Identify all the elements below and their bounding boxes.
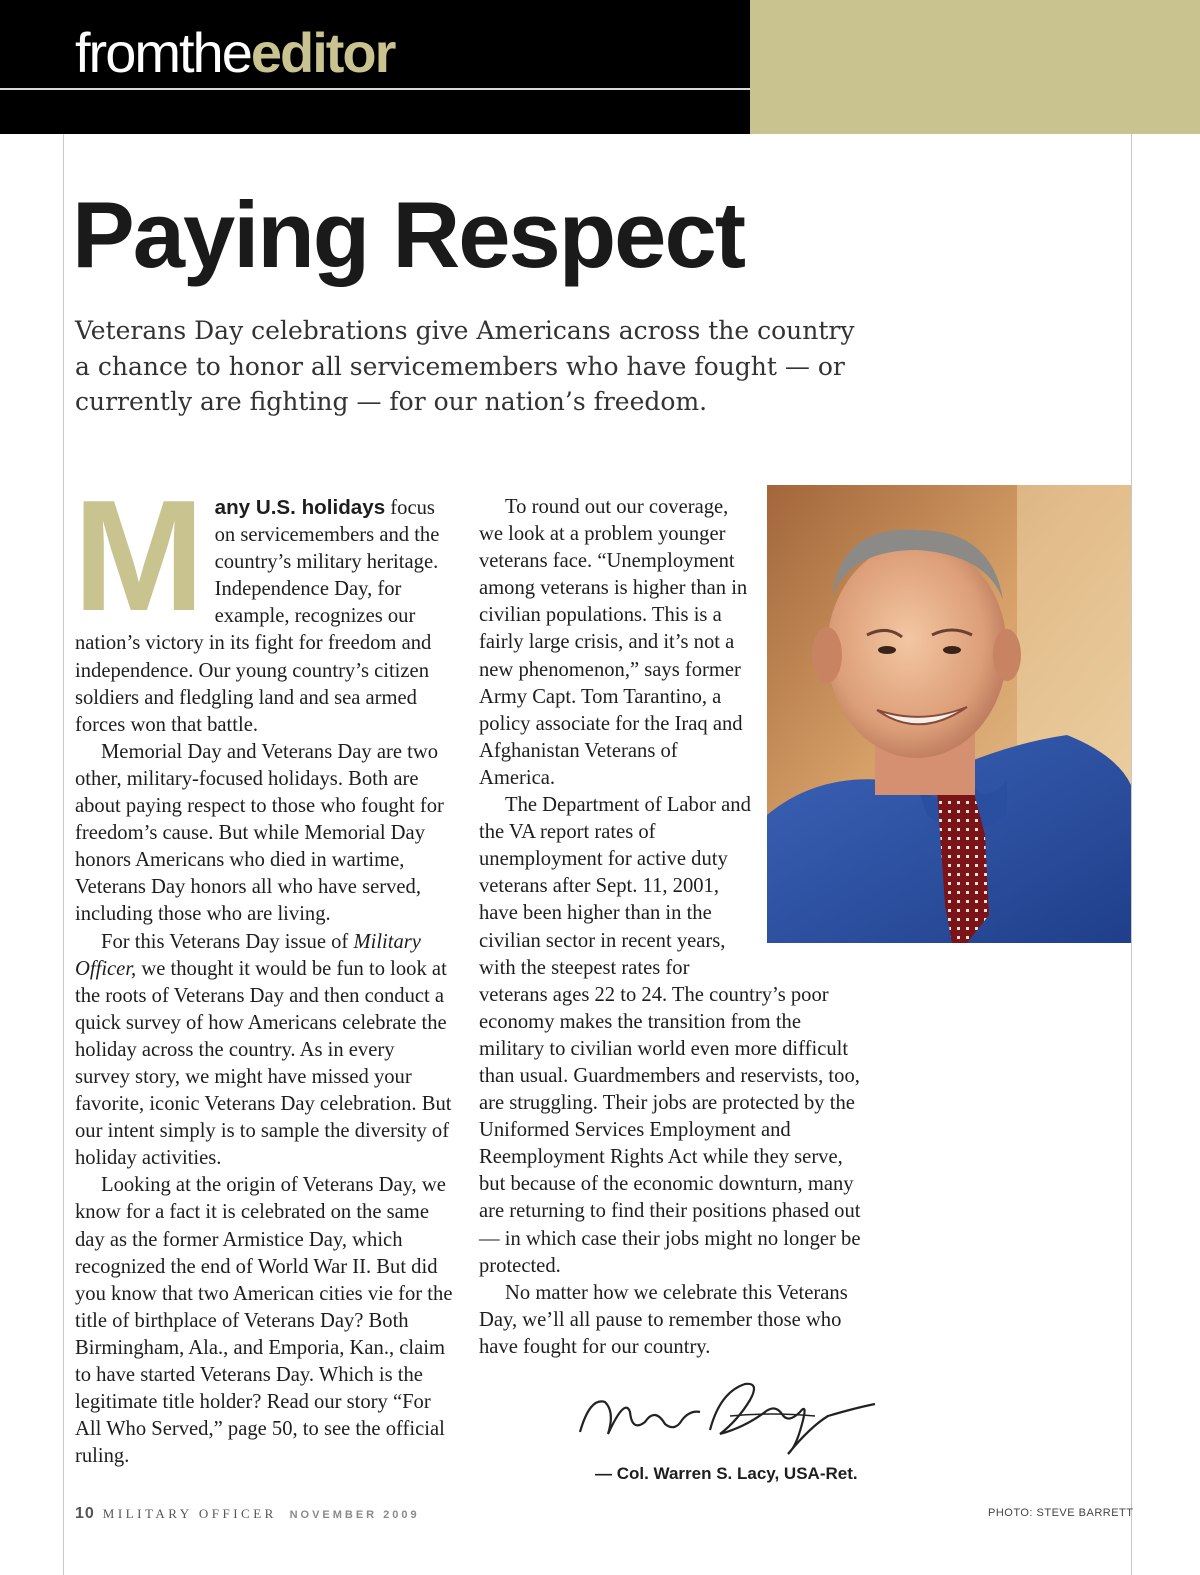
magazine-title-italic: Military Officer, [75, 930, 421, 980]
paragraph-3-text-b: we thought it would be fun to look at the roots of Veterans Day and then conduct a quick survey of how Americans celebrate the holiday across the country. As in every survey story, we might have missed your favorite, iconic Veterans Day celebration. But our intent simply is to sample the diversity of holiday activities. [75, 957, 452, 1170]
issue-date: NOVEMBER 2009 [289, 1509, 420, 1521]
frame-rule-right [1131, 134, 1132, 1575]
section-label-bold: editor [250, 21, 395, 84]
photo-credit: PHOTO: STEVE BARRETT [988, 1507, 1134, 1519]
frame-rule-left [63, 134, 64, 1575]
page-number: 10 [75, 1505, 95, 1522]
article-column-1 [73, 468, 453, 1470]
editor-portrait-image [767, 485, 1131, 943]
magazine-name: MILITARY OFFICER [102, 1506, 277, 1521]
header-accent-block [750, 0, 1200, 134]
article-paragraph-1 [73, 468, 453, 739]
paragraph-3-text-a: For this Veterans Day issue of [101, 930, 354, 953]
deck: Veterans Day celebrations give Americans across the country a chance to honor all servicemembers who have fought — or currently are fighting — for our nation’s freedom. [75, 316, 855, 416]
page-footer [75, 1505, 420, 1523]
drop-cap: M [73, 468, 205, 644]
article-paragraph-3 [75, 929, 453, 1173]
article-paragraph-7: No matter how we celebrate this Veterans Day, we’ll all pause to remember those who have fought for our country. [479, 1281, 848, 1358]
signature [570, 1372, 880, 1462]
article-paragraph-5: To round out our coverage, we look at a problem younger veterans face. “Unemployment among veterans is higher than in civilian populations. This is a fairly large crisis, and it’s not a new phenomenon,” says former Army Capt. Tom Tarantino, a policy associate for the Iraq and Afghanistan Veterans of America. [479, 496, 748, 789]
section-label [75, 18, 394, 88]
byline: — Col. Warren S. Lacy, USA-Ret. [595, 1464, 858, 1483]
editor-photo [767, 485, 1131, 943]
article-paragraph-6: The Department of Labor and the VA report rates of unemployment for active duty veterans after Sept. 11, 2001, have been higher than in the civilian sector in recent years, with the steepest rates for veterans ages 22 to 24. The country’s poor economy makes the transition from the military to civilian world even more difficult than usual. Guardmembers and reservists, too, are struggling. Their jobs are protected by the Uniformed Services Employment and Reemployment Rights Act while they serve, but because of the economic downturn, many are returning to find their positions phased out — in which case their jobs might no longer be protected. [479, 794, 861, 1277]
article-paragraph-2: Memorial Day and Veterans Day are two other, military-focused holidays. Both are about paying respect to those who fought for freedom’s cause. But while Memorial Day honors Americans who died in wartime, Veterans Day honors all who have served, including those who are living. [75, 740, 444, 926]
article-paragraph-4: Looking at the origin of Veterans Day, we know for a fact it is celebrated on the same day as the former Armistice Day, which recognized the end of World War II. But did you know that two American cities vie for the title of birthplace of Veterans Day? Both Birmingham, Ala., and Emporia, Kan., claim to have started Veterans Day. Which is the legitimate title holder? Read our story “For All Who Served,” page 50, to see the official ruling. [75, 1174, 453, 1468]
paragraph-1-text: focus on servicemembers and the country’s military heritage. Independence Day, for example, recognizes our nation’s victory in its fight for freedom and independence. Our young country’s citizen soldiers and fledgling land and sea armed forces won that battle. [75, 497, 440, 736]
section-label-light: fromthe [75, 21, 251, 84]
lead-in: any U.S. holidays [214, 496, 386, 519]
headline: Paying Respect [72, 182, 745, 287]
header-rule [0, 88, 750, 90]
